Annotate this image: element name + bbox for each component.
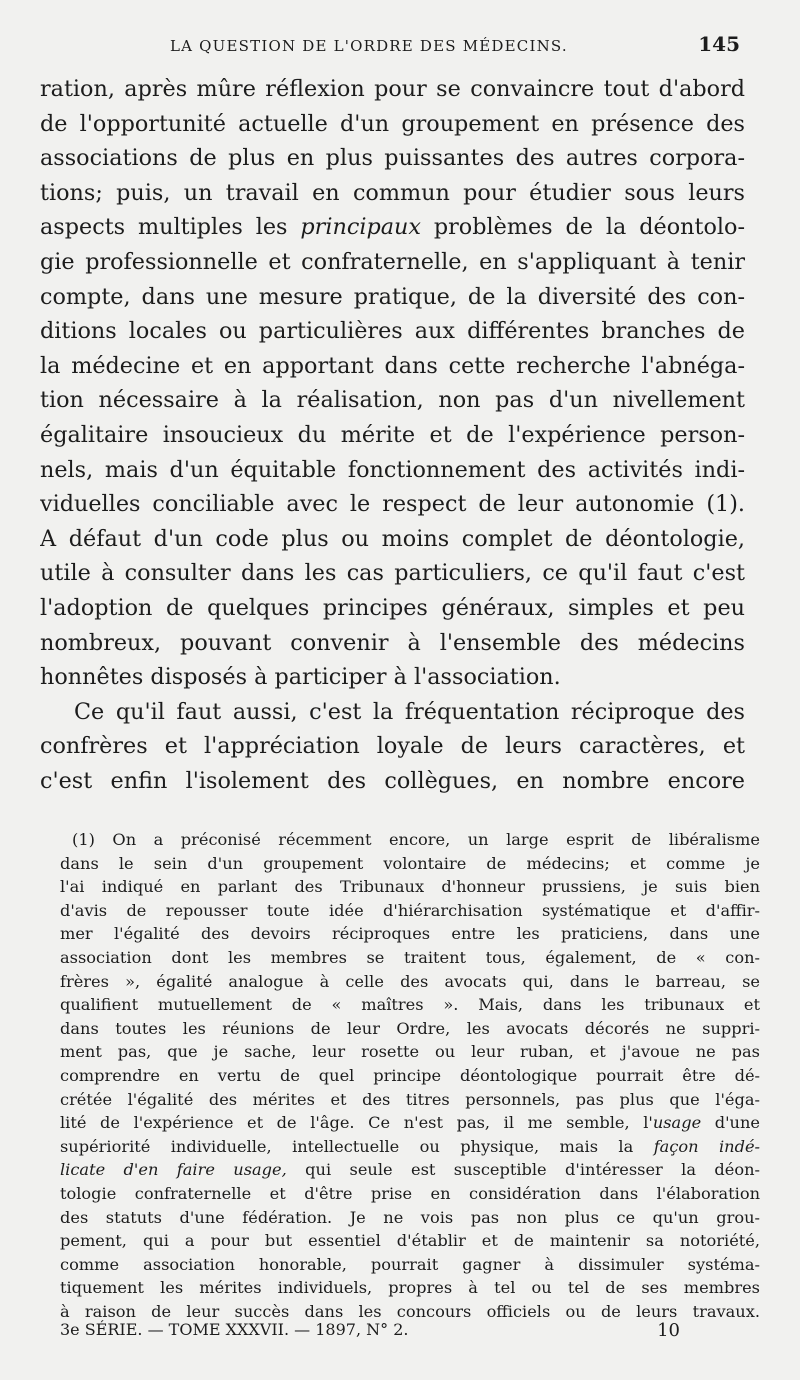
running-title: LA QUESTION DE L'ORDRE DES MÉDECINS. [170, 37, 568, 55]
footnote-line: des statuts d'une fédération. Je ne vois pas non plus ce qu'un grou- [60, 1207, 760, 1227]
body-line: gie professionnelle et confraternelle, en s'appliquant à tenir [40, 248, 745, 275]
body-line: compte, dans une mesure pratique, de la diversité des con- [40, 283, 745, 310]
body-line: de l'opportunité actuelle d'un groupement en présence des [40, 110, 745, 137]
running-head [40, 32, 740, 56]
signature-mark: 10 [657, 1320, 680, 1341]
footnote-line [60, 1158, 760, 1182]
body-line: tion nécessaire à la réalisation, non pas d'un nivellement [40, 387, 745, 414]
body-line: viduelles conciliable avec le respect de leur autonomie (1). [40, 491, 745, 518]
italic-emphasis: façon indé- [653, 1136, 760, 1156]
series-info: 3e SÉRIE. — TOME XXXVII. — 1897, N° 2. [60, 1320, 409, 1339]
footnote-line [60, 1135, 760, 1159]
page-footer [60, 1320, 680, 1341]
body-line: nels, mais d'un équitable fonctionnement des activités indi- [40, 456, 745, 483]
footnote-line: (1) On a préconisé récemment encore, un large esprit de libéralisme [72, 830, 760, 849]
footnote-line: crétée l'égalité des mérites et des titres personnels, pas plus que l'éga- [60, 1089, 760, 1109]
body-line: confrères et l'appréciation loyale de leurs caractères, et [40, 733, 745, 760]
footnote-line [60, 1111, 760, 1135]
footnote-text-span: qui seule est susceptible d'intéresser la déon- [286, 1160, 760, 1180]
footnote-line: comme association honorable, pourrait gagner à dissimuler systéma- [60, 1254, 760, 1274]
body-line: utile à consulter dans les cas particuliers, ce qu'il faut c'est [40, 560, 745, 587]
body-line: associations de plus en plus puissantes des autres corpora- [40, 145, 745, 172]
footnote-line: comprendre en vertu de quel principe déontologique pourrait être dé- [60, 1065, 760, 1085]
footnote-line: à raison de leur succès dans les concours officiels ou de leurs travaux. [60, 1301, 760, 1321]
body-line: honnêtes disposés à participer à l'association. [40, 664, 561, 691]
body-text-span: problèmes de la déontolo- [433, 214, 745, 241]
footnote-line: pement, qui a pour but essentiel d'établir et de maintenir sa notoriété, [60, 1231, 760, 1251]
footnote-text-span: lité de l'expérience et de l'âge. Ce n'est pas, il me semble, l' [60, 1113, 653, 1133]
footnote-line: l'ai indiqué en parlant des Tribunaux d'honneur prussiens, je suis bien [60, 877, 760, 897]
footnote-line: association dont les membres se traitent tous, également, de « con- [60, 947, 760, 967]
italic-emphasis: licate d'en faire usage, [60, 1160, 287, 1180]
body-text-span: aspects multiples les [40, 214, 288, 241]
body-line: ration, après mûre réflexion pour se convaincre tout d'abord [40, 76, 745, 102]
footnote-text-span: d'une [701, 1113, 760, 1133]
body-line: A défaut d'un code plus ou moins complet de déontologie, [40, 525, 745, 552]
footnote-line: qualifient mutuellement de « maîtres ». Mais, dans les tribunaux et [60, 995, 760, 1015]
body-line: Ce qu'il faut aussi, c'est la fréquentation réciproque des [74, 698, 745, 725]
footnote-line: frères », égalité analogue à celle des avocats qui, dans le barreau, se [60, 971, 760, 991]
italic-emphasis: usage [652, 1113, 702, 1133]
footnote-text-span: supériorité individuelle, intellectuelle ou physique, mais la [60, 1136, 634, 1156]
footnote-line: dans le sein d'un groupement volontaire de médecins; et comme je [60, 853, 760, 873]
body-line: ditions locales ou particulières aux différentes branches de [40, 318, 745, 345]
body-line: l'adoption de quelques principes généraux, simples et peu [40, 594, 745, 621]
footnote-line: d'avis de repousser toute idée d'hiérarchisation systématique et d'affir- [60, 900, 760, 920]
footnote-line: ment pas, que je sache, leur rosette ou leur ruban, et j'avoue ne pas [60, 1042, 760, 1062]
footnote-line: dans toutes les réunions de leur Ordre, les avocats décorés ne suppri- [60, 1018, 760, 1038]
body-line: nombreux, pouvant convenir à l'ensemble des médecins [40, 629, 745, 656]
body-line: c'est enfin l'isolement des collègues, en nombre encore [40, 767, 745, 794]
footnote-line: tiquement les mérites individuels, propres à tel ou tel de ses membres [60, 1278, 760, 1298]
body-line: tions; puis, un travail en commun pour étudier sous leurs [40, 179, 745, 206]
page-number: 145 [698, 32, 740, 56]
italic-emphasis: principaux [300, 214, 421, 241]
footnote-line: tologie confraternelle et d'être prise en considération dans l'élaboration [60, 1183, 760, 1203]
body-line [40, 210, 745, 245]
body-line: égalitaire insoucieux du mérite et de l'expérience person- [40, 421, 745, 448]
body-line: la médecine et en apportant dans cette recherche l'abnéga- [40, 352, 745, 379]
footnote [60, 828, 760, 1323]
body-text [40, 72, 745, 798]
footnote-line: mer l'égalité des devoirs réciproques entre les praticiens, dans une [60, 924, 760, 944]
